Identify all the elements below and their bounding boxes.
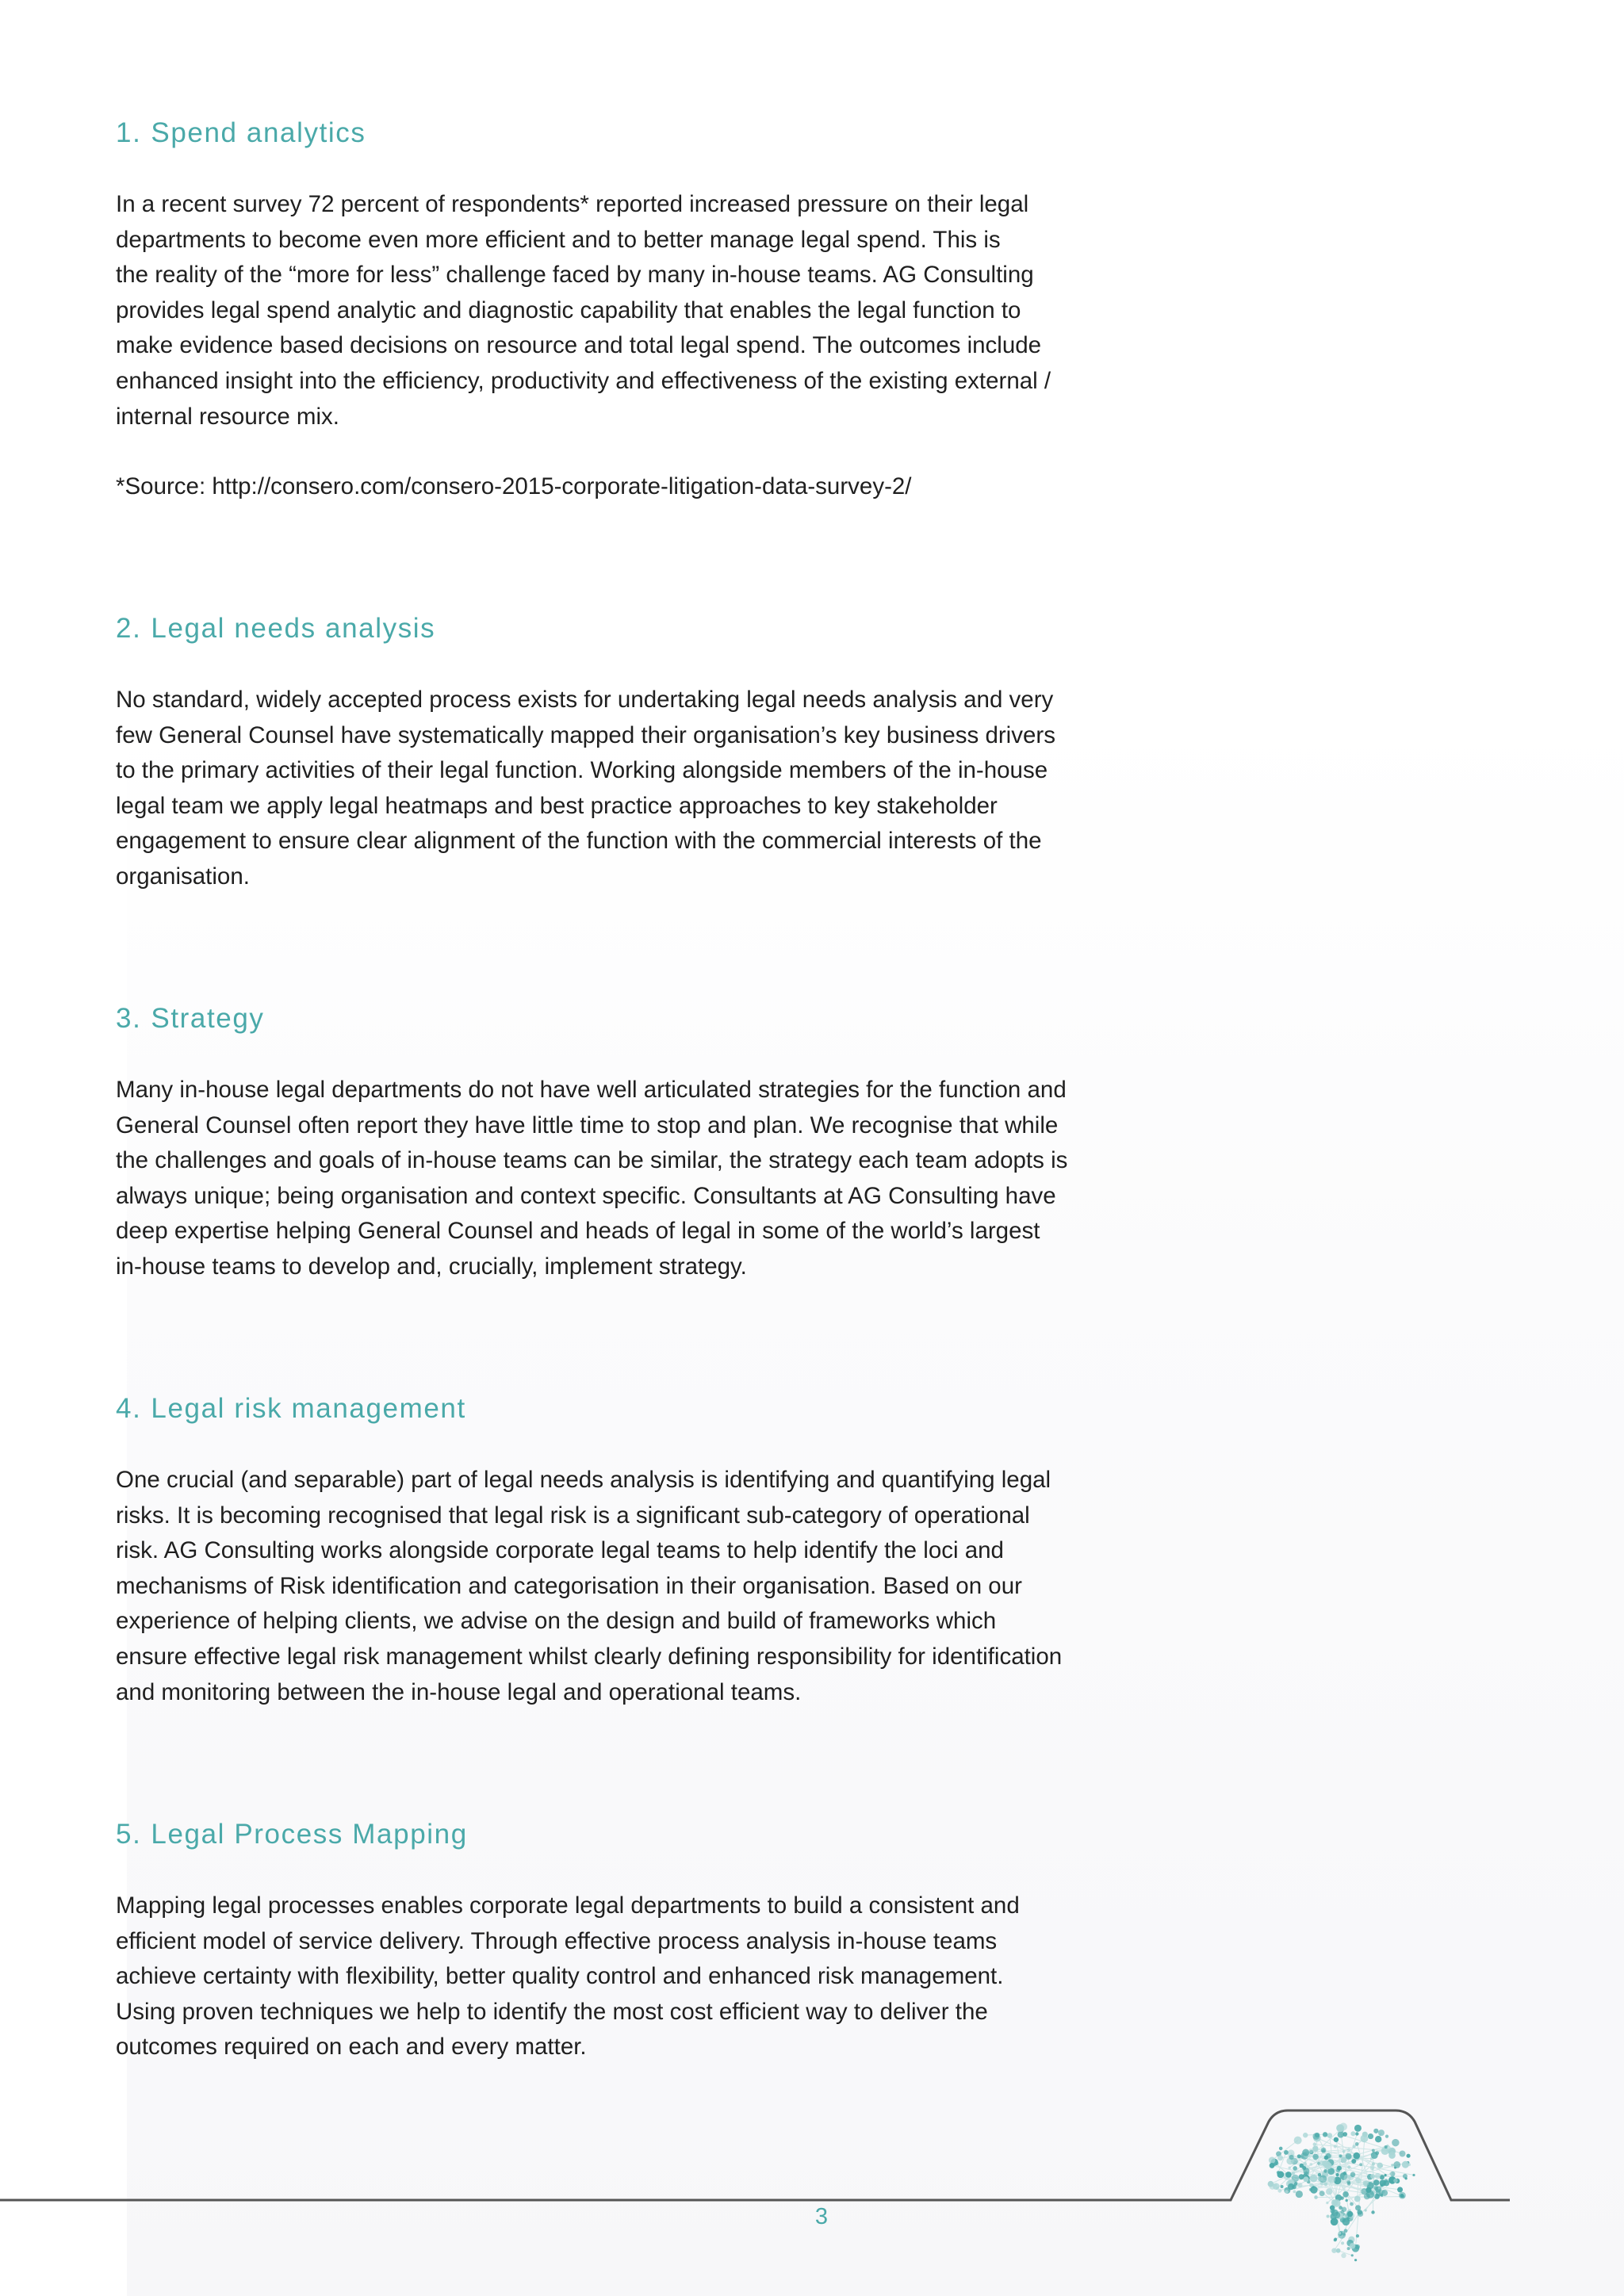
section-legal-needs-analysis bbox=[116, 613, 1162, 895]
section-heading bbox=[116, 1003, 1162, 1035]
section-heading bbox=[116, 117, 1162, 149]
section-title: Legal risk management bbox=[151, 1393, 466, 1424]
section-legal-process-mapping bbox=[116, 1819, 1162, 2065]
page-number: 3 bbox=[814, 2204, 829, 2229]
section-number: 1. bbox=[116, 117, 142, 148]
section-paragraph: Mapping legal processes enables corporate legal departments to build a consistent and efficient model of service delivery. Through effective process analysis in-house teams achieve certainty with flexibility, better quality control and enhanced risk management. Using proven techniques we help to identify the most cost efficient way to deliver the outcomes required on each and every matter. bbox=[116, 1892, 1020, 2061]
section-number: 5. bbox=[116, 1819, 142, 1850]
section-heading bbox=[116, 1819, 1162, 1850]
section-heading bbox=[116, 1393, 1162, 1425]
section-title: Spend analytics bbox=[151, 117, 366, 148]
section-paragraph: In a recent survey 72 percent of respondents* reported increased pressure on their legal departments to become even more efficient and to better manage legal spend. This is the reality of the “more for less” challenge faced by many in-house teams. AG Consulting provides legal spend analytic and diagnostic capability that enables the legal function to make evidence based decisions on resource and total legal spend. The outcomes include enhanced insight into the efficiency, productivity and effectiveness of the existing external / internal resource mix. bbox=[116, 191, 1051, 430]
section-paragraph: Many in-house legal departments do not have well articulated strategies for the function and General Counsel often report they have little time to stop and plan. We recognise that while the challenges and goals of in-house teams can be similar, the strategy each team adopts is always unique; being organisation and context specific. Consultants at AG Consulting have deep expertise helping General Counsel and heads of legal in some of the world’s largest in-house teams to develop and, crucially, implement strategy. bbox=[116, 1077, 1068, 1280]
section-number: 4. bbox=[116, 1393, 142, 1424]
section-title: Strategy bbox=[151, 1003, 265, 1034]
section-heading bbox=[116, 613, 1162, 645]
section-title: Legal needs analysis bbox=[151, 613, 436, 644]
section-legal-risk-management bbox=[116, 1393, 1162, 1710]
section-number: 2. bbox=[116, 613, 142, 644]
source-footnote: *Source: http://consero.com/consero-2015-corporate-litigation-data-survey-2/ bbox=[116, 473, 912, 500]
section-spend-analytics bbox=[116, 117, 1162, 505]
section-title: Legal Process Mapping bbox=[151, 1819, 468, 1850]
section-paragraph: One crucial (and separable) part of legal needs analysis is identifying and quantifying legal risks. It is becoming recognised that legal risk is a significant sub-category of operational risk. AG Consulting works alongside corporate legal teams to help identify the loci and mechanisms of Risk identification and categorisation in their organisation. Based on our experience of helping clients, we advise on the design and build of frameworks which ensure effective legal risk management whilst clearly defining responsibility for identification and monitoring between the in-house legal and operational teams. bbox=[116, 1467, 1063, 1705]
section-strategy bbox=[116, 1003, 1162, 1285]
section-paragraph: No standard, widely accepted process exists for undertaking legal needs analysis and very few General Counsel have systematically mapped their organisation’s key business drivers to the primary activities of their legal function. Working alongside members of the in-house legal team we apply legal heatmaps and best practice approaches to key stakeholder engagement to ensure clear alignment of the function with the commercial interests of the organisation. bbox=[116, 687, 1055, 890]
section-number: 3. bbox=[116, 1003, 142, 1034]
